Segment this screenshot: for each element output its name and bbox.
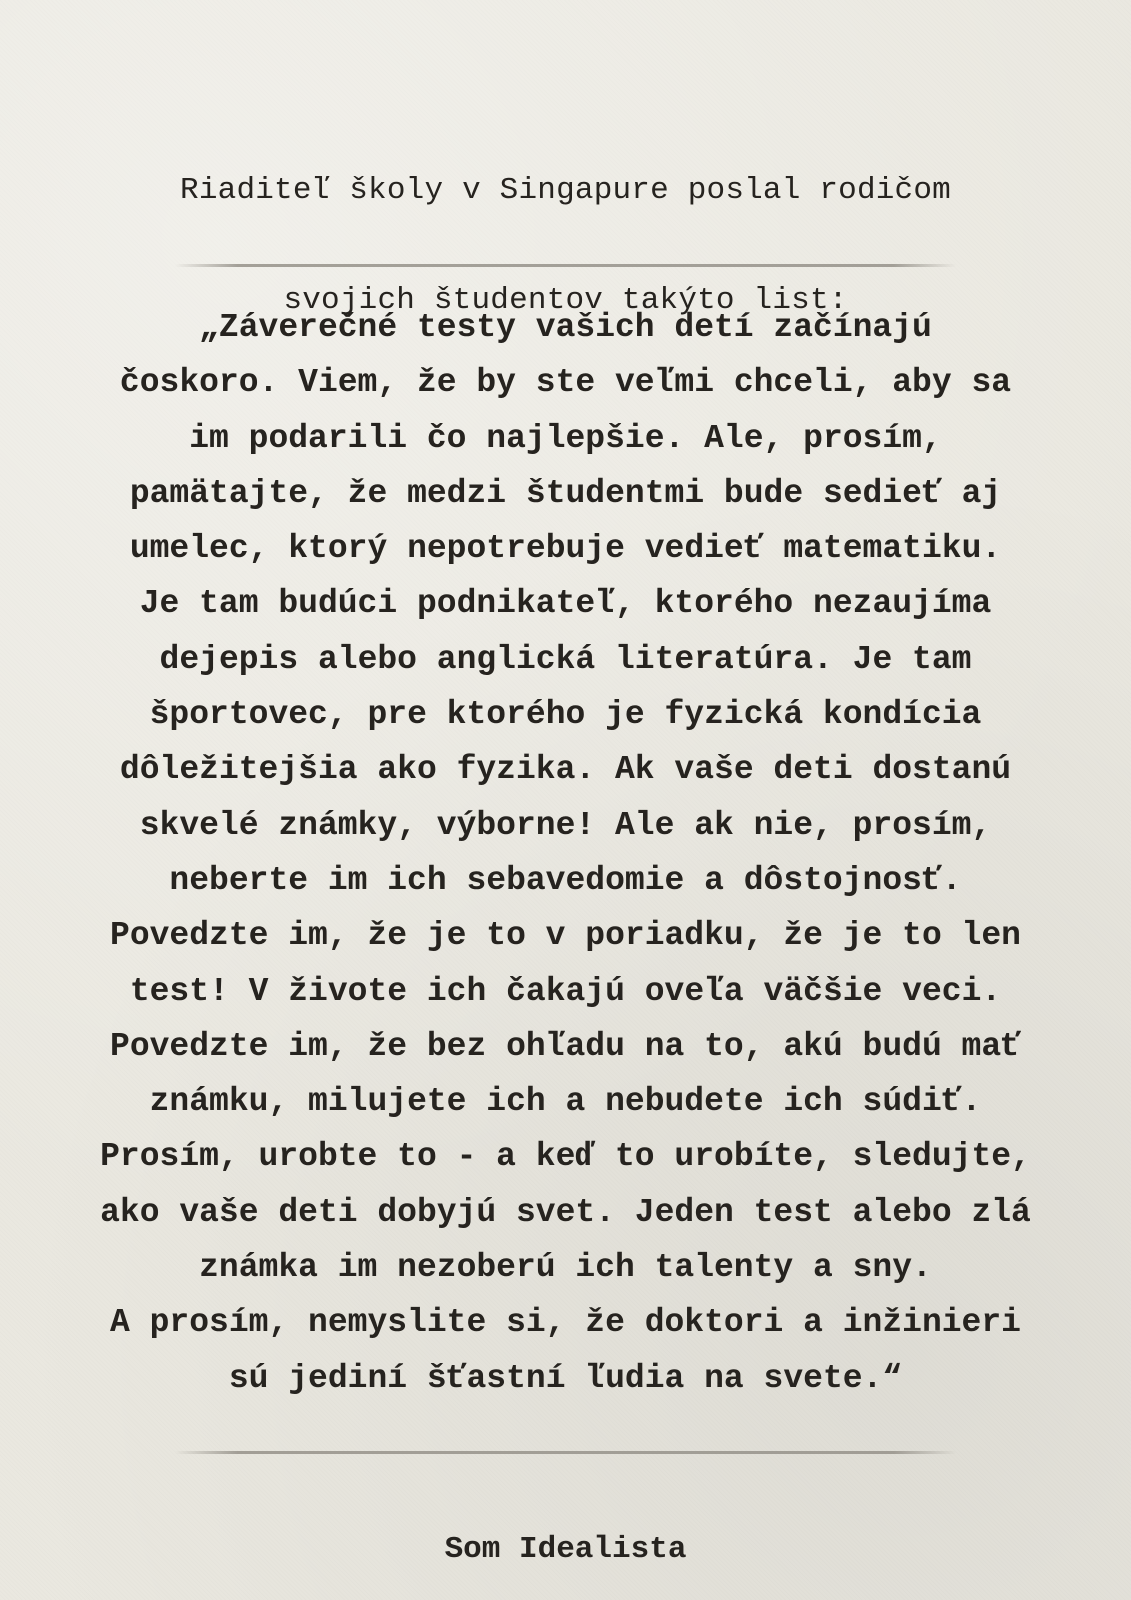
letter-line: Prosím, urobte to - a keď to urobíte, sledujte, xyxy=(100,1138,1031,1176)
heading-line-1: Riaditeľ školy v Singapure poslal rodičom xyxy=(180,173,951,208)
letter-line: dôležitejšia ako fyzika. Ak vaše deti dostanú xyxy=(119,751,1012,789)
letter-line: známku, milujete ich a nebudete ich súdiť. xyxy=(149,1083,982,1121)
signature: Som Idealista xyxy=(444,1532,687,1567)
letter-line: sú jediní šťastní ľudia na svete.“ xyxy=(228,1359,903,1397)
letter-line: pamätajte, že medzi študentmi bude sedieť aj xyxy=(129,474,1002,512)
letter-line: známka im nezoberú ich talenty a sny. xyxy=(199,1249,932,1287)
letter-line: čoskoro. Viem, že by ste veľmi chceli, aby sa xyxy=(119,364,1012,402)
letter-line: športovec, pre ktorého je fyzická kondícia xyxy=(149,696,982,734)
letter-line: Povedzte im, že je to v poriadku, že je to len xyxy=(110,917,1021,955)
letter-line: ako vaše deti dobyjú svet. Jeden test alebo zlá xyxy=(100,1193,1031,1231)
top-divider xyxy=(175,264,956,267)
letter-line: Povedzte im, že bez ohľadu na to, akú budú mať xyxy=(110,1027,1021,1065)
letter-body xyxy=(30,300,1101,1406)
heading-line-2: svojich študentov takýto list: xyxy=(283,283,848,318)
letter-line: umelec, ktorý nepotrebuje vedieť matematiku. xyxy=(129,530,1002,568)
letter-line: Je tam budúci podnikateľ, ktorého nezaujíma xyxy=(139,585,992,623)
letter-line: dejepis alebo anglická literatúra. Je tam xyxy=(159,640,972,678)
letter-line: A prosím, nemyslite si, že doktori a inžinieri xyxy=(110,1304,1021,1342)
letter-line: im podarili čo najlepšie. Ale, prosím, xyxy=(189,419,942,457)
bottom-divider xyxy=(175,1451,956,1454)
heading xyxy=(60,108,1071,328)
letter-line: neberte im ich sebavedomie a dôstojnosť. xyxy=(169,861,962,899)
letter-line: skvelé známky, výborne! Ale ak nie, prosím, xyxy=(139,806,992,844)
letter-line: test! V živote ich čakajú oveľa väčšie veci. xyxy=(129,972,1002,1010)
letter-line: „Záverečné testy vašich detí začínajú xyxy=(199,309,932,346)
